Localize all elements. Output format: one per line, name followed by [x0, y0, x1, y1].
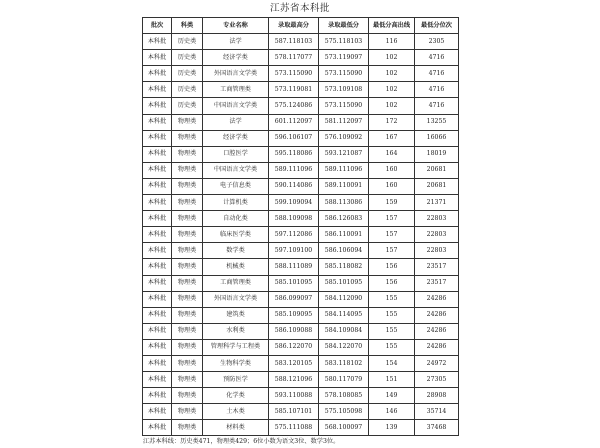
cell-min-above-line: 151	[369, 372, 415, 388]
cell-subject-category: 物理类	[172, 146, 203, 162]
cell-max-score: 575.111088	[269, 420, 319, 436]
cell-min-above-line: 139	[369, 420, 415, 436]
cell-min-above-line: 155	[369, 323, 415, 339]
cell-min-score: 573.119097	[319, 50, 369, 66]
footnote: 江苏本科线：历史类471，物理类429；6位小数为语文3位、数学3位。	[143, 438, 340, 446]
table-row	[143, 355, 459, 371]
header-subject-category: 科类	[172, 18, 203, 34]
cell-min-rank: 27305	[415, 372, 459, 388]
cell-min-rank: 13255	[415, 114, 459, 130]
cell-min-above-line: 167	[369, 130, 415, 146]
cell-min-score: 573.109108	[319, 82, 369, 98]
cell-batch: 本科批	[143, 162, 172, 178]
cell-min-score: 585.118082	[319, 259, 369, 275]
table-row	[143, 178, 459, 194]
cell-subject-category: 历史类	[172, 98, 203, 114]
cell-batch: 本科批	[143, 34, 172, 50]
cell-subject-category: 物理类	[172, 211, 203, 227]
cell-max-score: 586.122070	[269, 339, 319, 355]
cell-batch: 本科批	[143, 307, 172, 323]
table-row	[143, 114, 459, 130]
cell-min-score: 588.113086	[319, 195, 369, 211]
admission-score-table	[142, 17, 459, 436]
cell-batch: 本科批	[143, 243, 172, 259]
cell-major-name: 材料类	[203, 420, 269, 436]
cell-major-name: 生物科学类	[203, 355, 269, 371]
cell-batch: 本科批	[143, 66, 172, 82]
cell-min-above-line: 157	[369, 211, 415, 227]
cell-min-rank: 2305	[415, 34, 459, 50]
cell-min-rank: 23517	[415, 259, 459, 275]
cell-min-score: 586.106094	[319, 243, 369, 259]
cell-subject-category: 物理类	[172, 130, 203, 146]
cell-min-above-line: 155	[369, 307, 415, 323]
cell-subject-category: 物理类	[172, 243, 203, 259]
cell-subject-category: 物理类	[172, 275, 203, 291]
table-row	[143, 98, 459, 114]
table-row	[143, 227, 459, 243]
cell-max-score: 588.121096	[269, 372, 319, 388]
cell-min-score: 573.115090	[319, 66, 369, 82]
cell-batch: 本科批	[143, 388, 172, 404]
cell-min-rank: 4716	[415, 98, 459, 114]
cell-batch: 本科批	[143, 227, 172, 243]
cell-max-score: 586.109088	[269, 323, 319, 339]
cell-max-score: 585.107101	[269, 404, 319, 420]
cell-min-score: 581.112097	[319, 114, 369, 130]
cell-min-above-line: 155	[369, 291, 415, 307]
cell-major-name: 数学类	[203, 243, 269, 259]
cell-max-score: 590.114086	[269, 178, 319, 194]
cell-major-name: 自动化类	[203, 211, 269, 227]
cell-min-above-line: 116	[369, 34, 415, 50]
cell-major-name: 外国语言文学类	[203, 66, 269, 82]
cell-batch: 本科批	[143, 404, 172, 420]
cell-batch: 本科批	[143, 178, 172, 194]
cell-batch: 本科批	[143, 98, 172, 114]
cell-subject-category: 物理类	[172, 388, 203, 404]
cell-min-above-line: 154	[369, 355, 415, 371]
cell-min-rank: 37468	[415, 420, 459, 436]
cell-subject-category: 物理类	[172, 420, 203, 436]
cell-min-score: 583.118102	[319, 355, 369, 371]
header-min-above-line: 最低分高出线	[369, 18, 415, 34]
cell-min-rank: 35714	[415, 404, 459, 420]
cell-min-score: 593.121087	[319, 146, 369, 162]
cell-min-above-line: 164	[369, 146, 415, 162]
cell-subject-category: 物理类	[172, 307, 203, 323]
cell-subject-category: 物理类	[172, 114, 203, 130]
cell-batch: 本科批	[143, 259, 172, 275]
cell-min-rank: 18019	[415, 146, 459, 162]
cell-max-score: 588.111089	[269, 259, 319, 275]
cell-major-name: 外国语言文学类	[203, 291, 269, 307]
table-header-row	[143, 18, 459, 34]
cell-major-name: 建筑类	[203, 307, 269, 323]
header-batch: 批次	[143, 18, 172, 34]
cell-min-above-line: 156	[369, 275, 415, 291]
table-row	[143, 339, 459, 355]
cell-min-score: 584.122070	[319, 339, 369, 355]
cell-min-rank: 21371	[415, 195, 459, 211]
cell-min-above-line: 157	[369, 243, 415, 259]
cell-min-above-line: 159	[369, 195, 415, 211]
cell-max-score: 587.118103	[269, 34, 319, 50]
cell-major-name: 土木类	[203, 404, 269, 420]
table-row	[143, 259, 459, 275]
cell-min-score: 589.110091	[319, 178, 369, 194]
cell-min-rank: 24286	[415, 307, 459, 323]
cell-subject-category: 物理类	[172, 404, 203, 420]
cell-major-name: 水利类	[203, 323, 269, 339]
cell-major-name: 经济学类	[203, 50, 269, 66]
cell-max-score: 578.117077	[269, 50, 319, 66]
cell-min-score: 575.105098	[319, 404, 369, 420]
cell-major-name: 工商管理类	[203, 275, 269, 291]
cell-min-rank: 4716	[415, 50, 459, 66]
cell-major-name: 计算机类	[203, 195, 269, 211]
cell-min-score: 589.111096	[319, 162, 369, 178]
cell-min-above-line: 102	[369, 98, 415, 114]
cell-min-score: 568.100097	[319, 420, 369, 436]
cell-min-rank: 4716	[415, 66, 459, 82]
cell-min-above-line: 160	[369, 162, 415, 178]
cell-batch: 本科批	[143, 339, 172, 355]
cell-min-score: 584.109084	[319, 323, 369, 339]
cell-min-above-line: 156	[369, 259, 415, 275]
table-row	[143, 50, 459, 66]
table-row	[143, 195, 459, 211]
cell-min-rank: 24286	[415, 323, 459, 339]
cell-min-above-line: 155	[369, 339, 415, 355]
cell-batch: 本科批	[143, 420, 172, 436]
cell-max-score: 597.109100	[269, 243, 319, 259]
table-row	[143, 323, 459, 339]
cell-max-score: 596.106107	[269, 130, 319, 146]
cell-max-score: 573.119081	[269, 82, 319, 98]
cell-min-above-line: 102	[369, 66, 415, 82]
cell-subject-category: 物理类	[172, 227, 203, 243]
cell-major-name: 口腔医学	[203, 146, 269, 162]
cell-batch: 本科批	[143, 195, 172, 211]
cell-major-name: 中国语言文学类	[203, 98, 269, 114]
cell-major-name: 法学	[203, 34, 269, 50]
page-title: 江苏省本科批	[269, 3, 330, 14]
cell-min-rank: 4716	[415, 82, 459, 98]
cell-major-name: 电子信息类	[203, 178, 269, 194]
cell-major-name: 临床医学类	[203, 227, 269, 243]
cell-min-above-line: 146	[369, 404, 415, 420]
table-row	[143, 162, 459, 178]
cell-major-name: 预防医学	[203, 372, 269, 388]
table-row	[143, 66, 459, 82]
cell-subject-category: 物理类	[172, 372, 203, 388]
cell-min-score: 580.117079	[319, 372, 369, 388]
cell-subject-category: 历史类	[172, 66, 203, 82]
cell-batch: 本科批	[143, 82, 172, 98]
cell-batch: 本科批	[143, 275, 172, 291]
cell-min-rank: 16066	[415, 130, 459, 146]
cell-min-score: 585.101095	[319, 275, 369, 291]
cell-min-above-line: 157	[369, 227, 415, 243]
cell-max-score: 595.118086	[269, 146, 319, 162]
table-row	[143, 307, 459, 323]
cell-max-score: 599.109094	[269, 195, 319, 211]
cell-min-score: 575.118103	[319, 34, 369, 50]
score-document	[142, 0, 458, 446]
cell-min-score: 573.115090	[319, 98, 369, 114]
cell-batch: 本科批	[143, 146, 172, 162]
cell-min-rank: 20681	[415, 178, 459, 194]
table-row	[143, 275, 459, 291]
cell-max-score: 597.112086	[269, 227, 319, 243]
cell-max-score: 573.115090	[269, 66, 319, 82]
cell-batch: 本科批	[143, 211, 172, 227]
cell-max-score: 593.110088	[269, 388, 319, 404]
header-max-score: 录取最高分	[269, 18, 319, 34]
table-row	[143, 146, 459, 162]
cell-max-score: 575.124086	[269, 98, 319, 114]
cell-min-rank: 24286	[415, 339, 459, 355]
cell-subject-category: 历史类	[172, 34, 203, 50]
cell-max-score: 601.112097	[269, 114, 319, 130]
cell-min-above-line: 160	[369, 178, 415, 194]
table-row	[143, 130, 459, 146]
cell-subject-category: 历史类	[172, 82, 203, 98]
cell-major-name: 工商管理类	[203, 82, 269, 98]
cell-batch: 本科批	[143, 114, 172, 130]
cell-subject-category: 物理类	[172, 339, 203, 355]
cell-major-name: 法学	[203, 114, 269, 130]
cell-max-score: 583.120105	[269, 355, 319, 371]
cell-max-score: 589.111096	[269, 162, 319, 178]
cell-max-score: 588.109098	[269, 211, 319, 227]
cell-batch: 本科批	[143, 355, 172, 371]
cell-min-score: 586.126083	[319, 211, 369, 227]
header-min-score: 录取最低分	[319, 18, 369, 34]
cell-min-rank: 22803	[415, 211, 459, 227]
cell-subject-category: 物理类	[172, 195, 203, 211]
cell-major-name: 经济学类	[203, 130, 269, 146]
header-major-name: 专业名称	[203, 18, 269, 34]
cell-major-name: 管理科学与工程类	[203, 339, 269, 355]
cell-batch: 本科批	[143, 291, 172, 307]
cell-min-rank: 24286	[415, 291, 459, 307]
cell-min-above-line: 172	[369, 114, 415, 130]
cell-min-above-line: 102	[369, 82, 415, 98]
cell-subject-category: 物理类	[172, 259, 203, 275]
cell-subject-category: 物理类	[172, 162, 203, 178]
cell-min-score: 584.112090	[319, 291, 369, 307]
cell-major-name: 化学类	[203, 388, 269, 404]
table-row	[143, 420, 459, 436]
header-min-rank: 最低分位次	[415, 18, 459, 34]
cell-min-rank: 22803	[415, 227, 459, 243]
cell-min-score: 584.114095	[319, 307, 369, 323]
cell-subject-category: 物理类	[172, 291, 203, 307]
cell-subject-category: 物理类	[172, 178, 203, 194]
cell-min-rank: 22803	[415, 243, 459, 259]
cell-min-rank: 28908	[415, 388, 459, 404]
cell-subject-category: 物理类	[172, 323, 203, 339]
table-row	[143, 211, 459, 227]
cell-min-score: 586.110091	[319, 227, 369, 243]
cell-batch: 本科批	[143, 130, 172, 146]
table-row	[143, 404, 459, 420]
table-row	[143, 34, 459, 50]
cell-max-score: 586.099097	[269, 291, 319, 307]
table-row	[143, 82, 459, 98]
cell-min-score: 576.109092	[319, 130, 369, 146]
cell-batch: 本科批	[143, 323, 172, 339]
table-row	[143, 372, 459, 388]
cell-major-name: 机械类	[203, 259, 269, 275]
cell-max-score: 585.109095	[269, 307, 319, 323]
cell-major-name: 中国语言文学类	[203, 162, 269, 178]
cell-batch: 本科批	[143, 50, 172, 66]
table-row	[143, 291, 459, 307]
table-row	[143, 243, 459, 259]
cell-subject-category: 历史类	[172, 50, 203, 66]
cell-min-rank: 24972	[415, 355, 459, 371]
table-row	[143, 388, 459, 404]
cell-batch: 本科批	[143, 372, 172, 388]
cell-min-above-line: 102	[369, 50, 415, 66]
cell-min-above-line: 149	[369, 388, 415, 404]
cell-subject-category: 物理类	[172, 355, 203, 371]
cell-min-score: 578.108085	[319, 388, 369, 404]
cell-min-rank: 20681	[415, 162, 459, 178]
cell-min-rank: 23517	[415, 275, 459, 291]
cell-max-score: 585.101095	[269, 275, 319, 291]
